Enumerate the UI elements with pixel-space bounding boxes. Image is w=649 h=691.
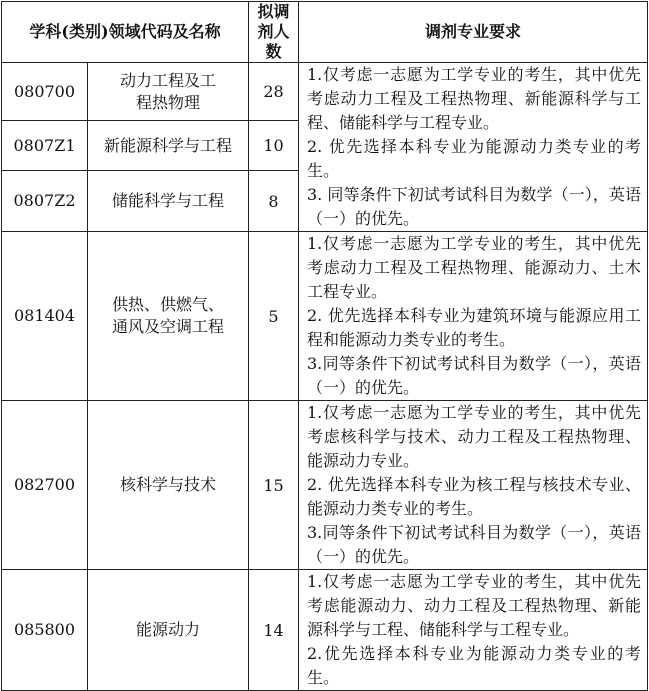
requirements-cell (299, 232, 648, 401)
requirement-item: 3. 同等条件下初试考试科目为数学（一），英语（一）的优先。 (307, 185, 641, 228)
requirement-item: 3.同等条件下初试考试科目为数学（一），英语（一）的优先。 (307, 523, 641, 566)
quota-value: 5 (249, 232, 299, 401)
requirement-item: 1.仅考虑一志愿为工学专业的考生，其中优先考虑动力工程及工程热物理、新能源科学与工程、储能科学与工程专业。 (307, 65, 641, 132)
quota-value: 10 (249, 121, 299, 171)
requirement-item: 1.仅考虑一志愿为工学专业的考生，其中优先考虑核科学与技术、动力工程及工程热物理、能源动力专业。 (307, 403, 641, 470)
discipline-code: 081404 (2, 232, 88, 401)
requirement-item: 2. 优先选择本科专业为建筑环境与能源应用工程和能源动力类专业的考生。 (307, 306, 641, 349)
header-requirements: 调剂专业要求 (299, 2, 648, 63)
discipline-name: 储能科学与工程 (88, 171, 249, 232)
quota-value: 14 (249, 570, 299, 691)
requirements-cell (299, 570, 648, 691)
table-row (2, 63, 648, 121)
requirement-item: 1.仅考虑一志愿为工学专业的考生，其中优先考虑能源动力、动力工程及工程热物理、新能源科学与工程、储能科学与工程专业。 (307, 572, 641, 639)
requirement-item: 2.优先选择本科专业为能源动力类专业的考生。 (307, 644, 641, 687)
quota-value: 28 (249, 63, 299, 121)
discipline-code: 0807Z1 (2, 121, 88, 171)
header-discipline: 学科(类别)领域代码及名称 (2, 2, 249, 63)
requirements-cell (299, 63, 648, 232)
table-row (2, 401, 648, 570)
requirement-item: 3.同等条件下初试考试科目为数学（一），英语（一）的优先。 (307, 354, 641, 397)
quota-value: 8 (249, 171, 299, 232)
table-row (2, 570, 648, 691)
discipline-name: 能源动力 (88, 570, 249, 691)
discipline-name: 新能源科学与工程 (88, 121, 249, 171)
discipline-code: 085800 (2, 570, 88, 691)
discipline-name: 动力工程及工程热物理 (88, 63, 249, 121)
requirement-item: 2. 优先选择本科专业为能源动力类专业的考生。 (307, 137, 641, 180)
discipline-code: 082700 (2, 401, 88, 570)
discipline-code: 0807Z2 (2, 171, 88, 232)
table-header-row (2, 2, 648, 63)
discipline-name: 核科学与技术 (88, 401, 249, 570)
discipline-code: 080700 (2, 63, 88, 121)
table-row (2, 232, 648, 401)
quota-value: 15 (249, 401, 299, 570)
discipline-name: 供热、供燃气、通风及空调工程 (88, 232, 249, 401)
requirements-cell (299, 401, 648, 570)
requirement-item: 1.仅考虑一志愿为工学专业的考生，其中优先考虑动力工程及工程热物理、能源动力、土木工程专业。 (307, 234, 641, 301)
requirement-item: 2. 优先选择本科专业为核工程与核技术专业、能源动力类专业的考生。 (307, 475, 641, 518)
header-quota: 拟调剂人数 (249, 2, 299, 63)
adjustment-table (1, 1, 648, 691)
